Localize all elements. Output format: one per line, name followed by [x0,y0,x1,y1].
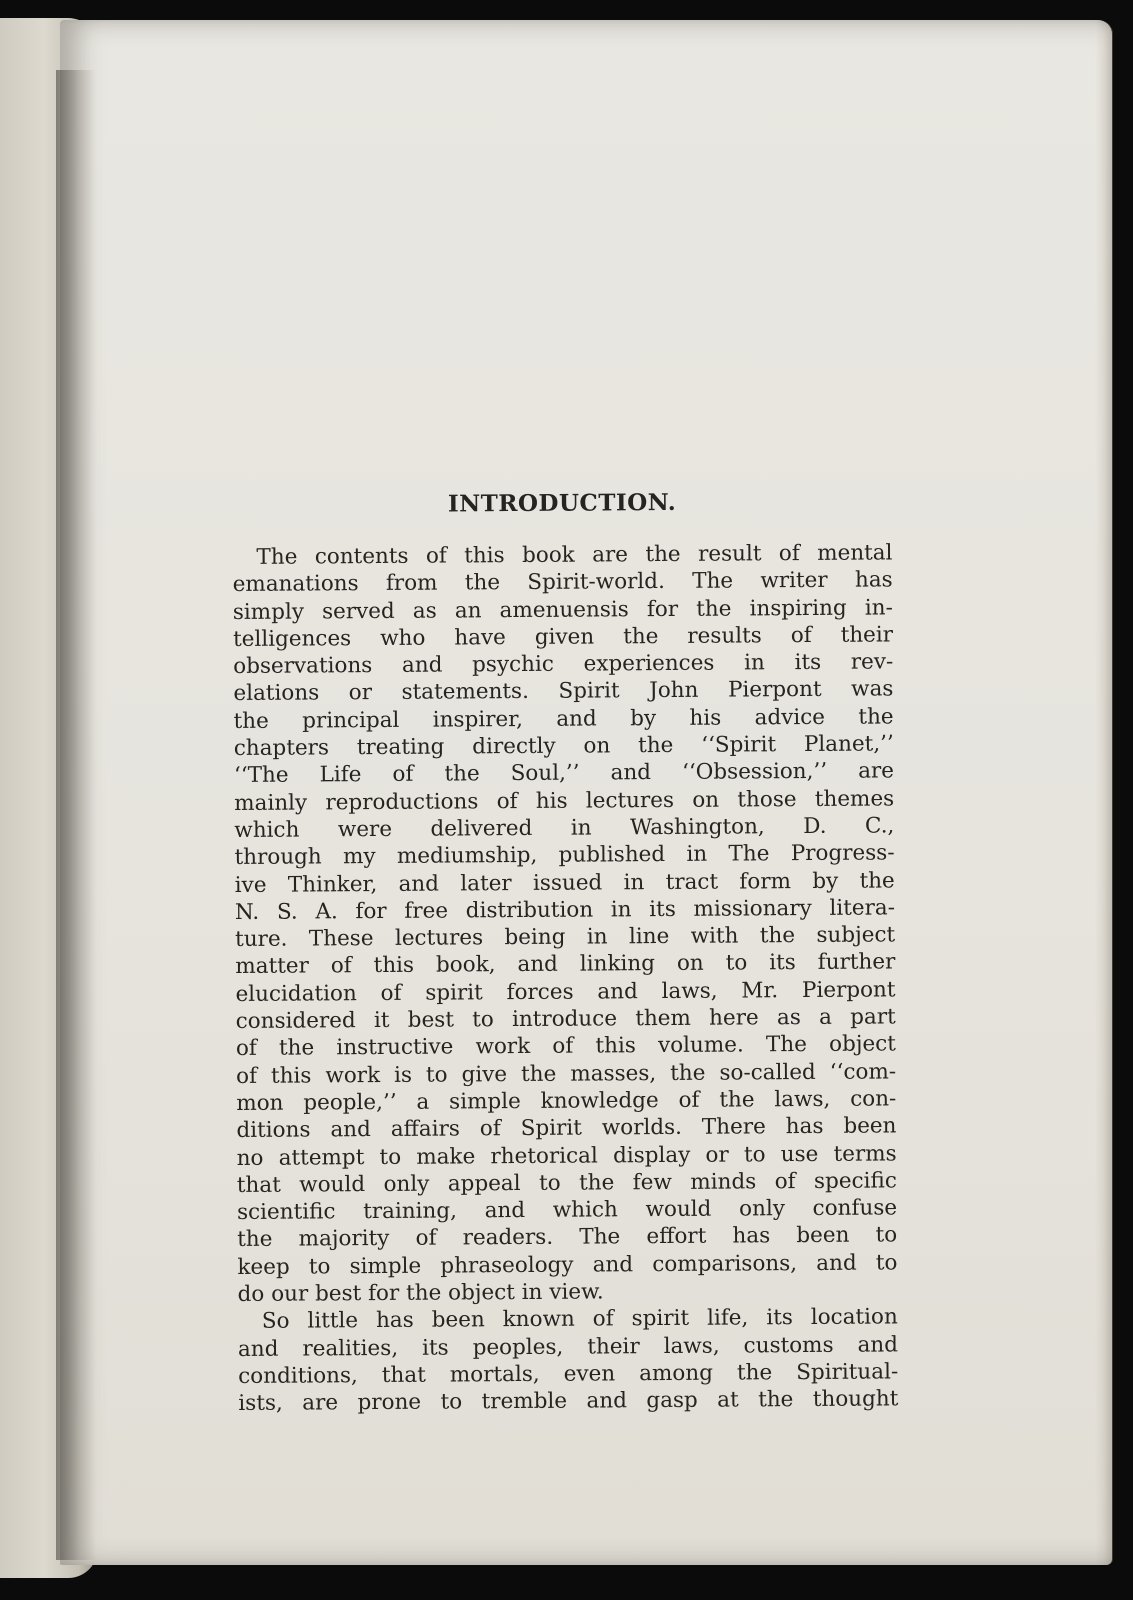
page-right-edge [1095,20,1113,1565]
text-line: that would only appeal to the few minds of specific [236,1168,897,1198]
text-line: considered it best to introduce them here as a part [235,1004,896,1035]
text-line: of the instructive work of this volume. The object [235,1031,896,1062]
text-line: through my mediumship, published in The Progress- [234,840,895,871]
text-line: The contents of this book are the result of mental [256,540,893,570]
text-line: emanations from the Spirit-world. The writer has [232,567,893,598]
text-line: So little has been known of spirit life, its location [261,1304,898,1335]
section-heading: INTRODUCTION. [447,488,677,518]
text-line: simply served as an amenuensis for the inspiring in- [232,594,893,625]
text-line: mon people,’’ a simple knowledge of the laws, con- [236,1086,897,1116]
text-line: telligences who have given the results of their [232,622,894,652]
text-line: conditions, that mortals, even among the Spiritual- [238,1359,899,1389]
text-line: ditions and affairs of Spirit worlds. There has been [236,1113,897,1144]
page-gutter-shadow [56,70,96,1560]
text-line: the principal inspirer, and by his advice the [233,704,894,734]
text-line: no attempt to make rhetorical display or to use terms [236,1140,897,1171]
text-line: of this work is to give the masses, the so-called ‘‘com- [236,1059,897,1089]
paragraph-2 [238,1304,899,1418]
text-line: scientific training, and which would only confuse [236,1195,898,1226]
text-line: the majority of readers. The effort has been to [237,1222,898,1253]
text-line: matter of this book, and linking on to its further [235,949,896,980]
text-line: chapters treating directly on the ‘‘Spirit Planet,’’ [233,731,894,762]
page-text [232,485,898,1417]
text-line: ture. These lectures being in line with the subject [235,922,896,953]
text-line: elucidation of spirit forces and laws, Mr. Pierpont [235,977,896,1007]
text-line: observations and psychic experiences in its rev- [233,649,894,680]
text-line: N. S. A. for free distribution in its missionary litera- [234,895,896,925]
text-line: ‘‘The Life of the Soul,’’ and ‘‘Obsession,’’ are [233,758,895,789]
text-line: mainly reproductions of his lectures on those themes [234,786,895,816]
text-line: do our best for the object in view. [237,1279,604,1307]
paragraph-1 [232,539,897,1308]
text-line: ists, are prone to tremble and gasp at the thought [238,1386,899,1417]
text-line: elations or statements. Spirit John Pierpont was [233,676,894,707]
text-line: which were delivered in Washington, D. C., [234,813,895,843]
text-line: ive Thinker, and later issued in tract form by the [234,867,895,898]
text-line: keep to simple phraseology and comparisons, and to [237,1250,898,1280]
text-line: and realities, its peoples, their laws, customs and [237,1331,899,1362]
